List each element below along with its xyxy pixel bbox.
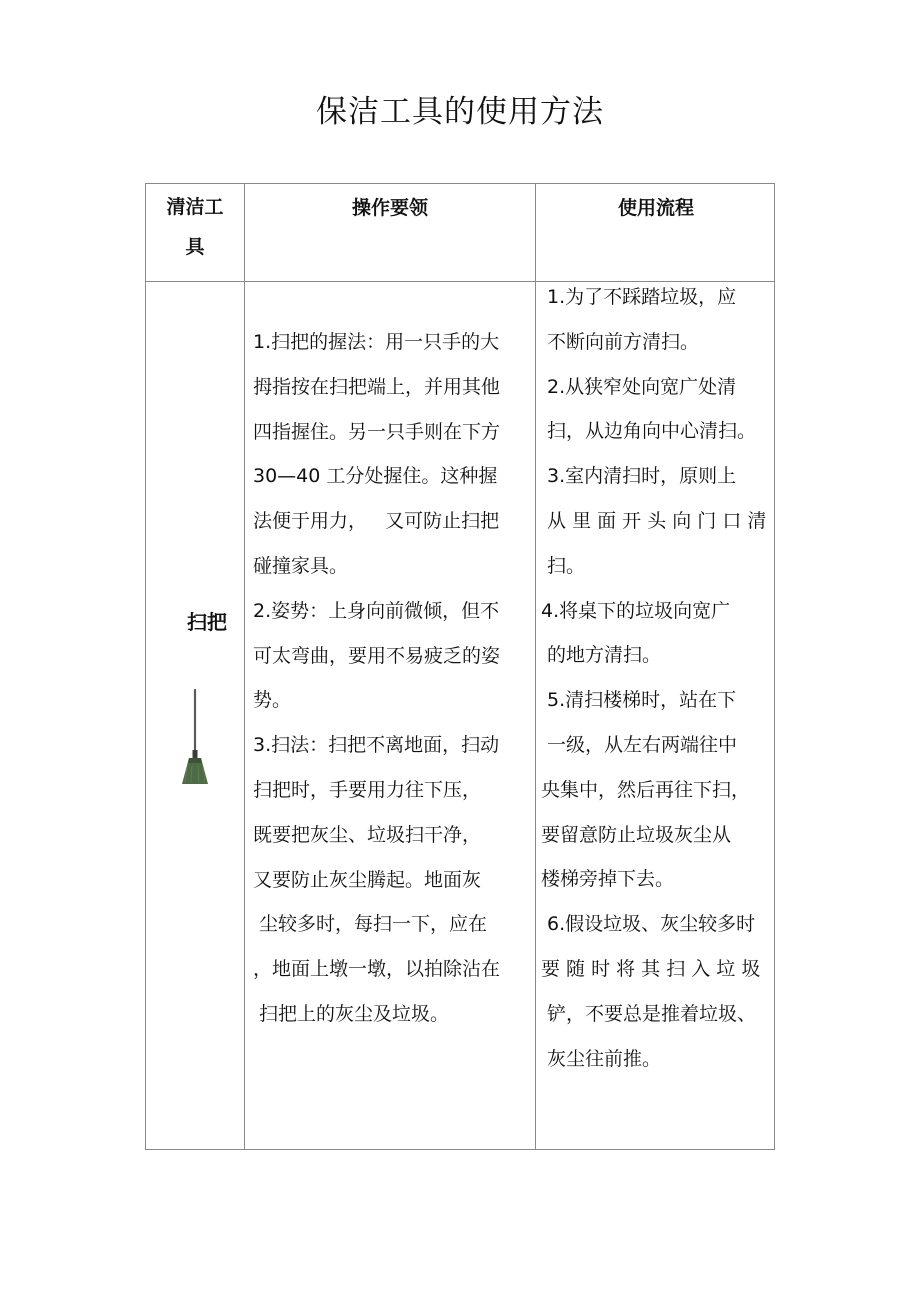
operation-line: 30—40 工分处握住。这种握: [253, 465, 498, 488]
process-line: 2.从狭窄处向宽广处清: [541, 375, 737, 398]
operation-line: 势。: [253, 689, 292, 712]
column-divider: [244, 184, 245, 1149]
process-line: 6.假设垃圾、灰尘较多时: [541, 913, 756, 936]
process-text-cell: [541, 275, 777, 1081]
operation-text-cell: [253, 320, 535, 1037]
operation-line: ，地面上墩一墩，以拍除沾在: [253, 958, 501, 981]
header-cell-operation: 操作要领: [351, 197, 428, 219]
process-line: 灰尘往前推。: [541, 1047, 662, 1070]
header-cell-process: 使用流程: [617, 197, 694, 219]
document-title: 保洁工具的使用方法: [316, 94, 604, 130]
process-line: 扫，从边角向中心清扫。: [541, 420, 757, 443]
header-tool-line: 具: [185, 236, 205, 258]
operation-line: 既要把灰尘、垃圾扫干净，: [253, 823, 482, 846]
process-line: 央集中，然后再往下扫，: [541, 778, 751, 801]
operation-line: 法便于用力， 又可防止扫把: [253, 510, 500, 533]
broom-icon: [178, 688, 212, 788]
process-line: 5.清扫楼梯时，站在下: [541, 689, 737, 712]
process-line: 从 里 面 开 头 向 门 口 清: [541, 509, 767, 532]
process-line: 楼梯旁掉下去。: [541, 868, 675, 891]
operation-line: 扫把上的灰尘及垃圾。: [253, 1002, 450, 1025]
process-line: 一级，从左右两端往中: [541, 733, 738, 756]
operation-line: 又要防止灰尘腾起。地面灰: [253, 868, 482, 891]
operation-line: 1.扫把的握法：用一只手的大: [253, 331, 500, 353]
operation-line: 3.扫法：扫把不离地面，扫动: [253, 734, 500, 757]
process-line: 1.为了不踩踏垃圾，应: [541, 286, 737, 308]
operation-line: 扫把时，手要用力往下压，: [253, 778, 482, 801]
process-line: 3.室内清扫时，原则上: [541, 465, 737, 488]
cleaning-tools-table: [145, 183, 775, 1150]
process-line: 不断向前方清扫。: [541, 330, 700, 353]
header-tool-line: 清洁工: [166, 196, 224, 218]
process-line: 铲，不要总是推着垃圾、: [541, 1002, 757, 1025]
column-divider: [535, 184, 536, 1149]
operation-line: 2.姿势：上身向前微倾，但不: [253, 599, 500, 622]
operation-line: 四指握住。另一只手则在下方: [253, 420, 501, 443]
process-line: 要 随 时 将 其 扫 入 垃 圾: [541, 957, 761, 980]
process-line: 4.将桌下的垃圾向宽广: [541, 599, 731, 622]
operation-line: 拇指按在扫把端上，并用其他: [253, 375, 501, 398]
tool-name-cell: 扫把: [187, 610, 227, 634]
operation-line: 碰撞家具。: [253, 554, 349, 577]
operation-line: 可太弯曲，要用不易疲乏的姿: [253, 644, 501, 667]
process-line: 的地方清扫。: [541, 644, 662, 667]
operation-line: 尘较多时，每扫一下，应在: [253, 913, 488, 936]
header-cell-tool: [146, 187, 244, 267]
process-line: 扫。: [541, 554, 586, 577]
process-line: 要留意防止垃圾灰尘从: [541, 823, 732, 846]
